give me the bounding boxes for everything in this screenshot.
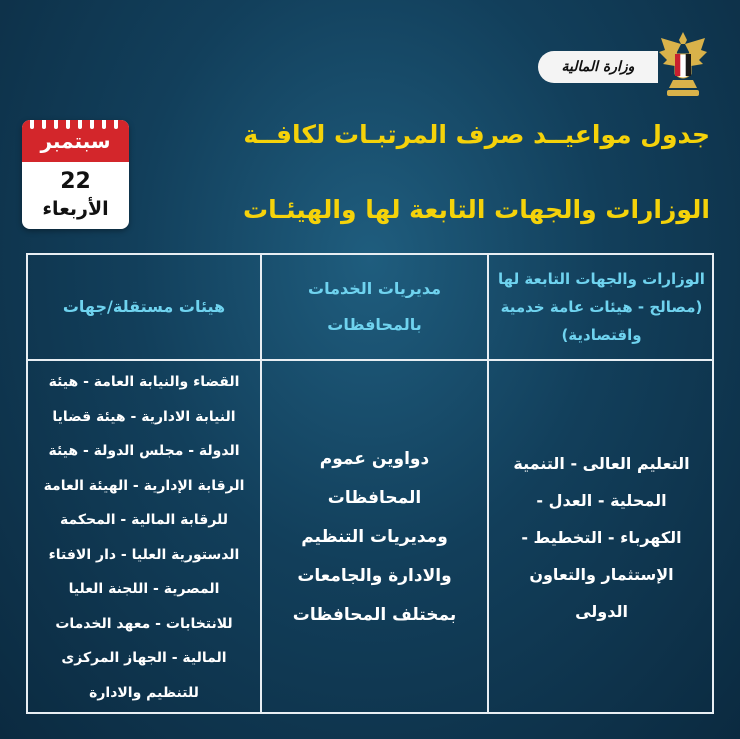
ministry-label [538,51,658,83]
schedule-table [26,253,714,714]
column-content-independent-bodies: القضاء والنيابة العامة - هيئة النيابة الادارية - هيئة قضايا الدولة - مجلس الدولة - هيئة الرقابة الإدارية - الهيئة العامة للرقابة المالية - المحكمة الدستورية العليا - دار الافتاء المصرية - اللجنة العليا للانتخابات - معهد الخدمات المالية - الجهاز المركزى للتنظيم والادارة [43,374,245,701]
column-content-governorates: دواوين عموم المحافظات ومديريات التنظيم والادارة والجامعات بمختلف المحافظات [292,449,457,625]
page-title-line-2: الوزارات والجهات التابعة لها والهيئـات [243,195,710,224]
page-title-line-1: جدول مواعيــد صرف المرتبـات لكافــة [243,120,710,149]
calendar-month [22,120,129,162]
column-header-governorates: مديريات الخدمات بالمحافظات [307,279,442,334]
column-content-ministries: التعليم العالى - التنمية المحلية - العدل - الكهرباء - التخطيط - الإستثمار والتعاون الدولى [513,454,690,621]
calendar-month-text: سبتمبر [40,129,111,153]
column-header-ministries: الوزارات والجهات التابعة لها (مصالح - هيئات عامة خدمية واقتصادية) [498,270,705,344]
calendar-weekday: الأربعاء [42,198,109,220]
egypt-eagle-emblem-icon [657,30,709,100]
ministry-label-text: وزارة المالية [561,59,635,75]
calendar-day: 22 [60,169,91,194]
date-calendar [22,120,129,229]
calendar-rings-icon [22,120,129,130]
column-header-independent-bodies: هيئات مستقلة/جهات [62,297,226,316]
